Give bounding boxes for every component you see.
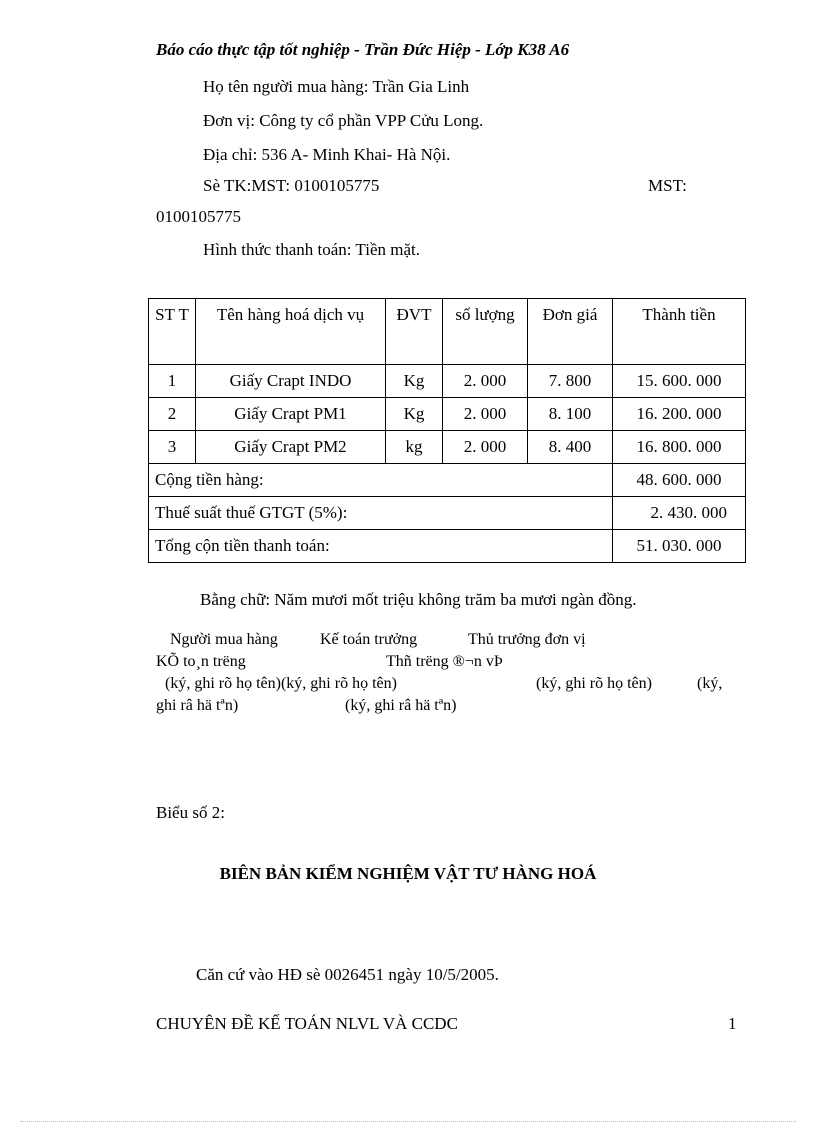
appendix-label: Biểu số 2:	[156, 803, 225, 822]
amount-in-words: Bằng chữ: Năm mươi mốt triệu không trăm ba mươi ngàn đồng.	[200, 590, 637, 609]
table-header-row	[149, 299, 746, 365]
cell-unit-price: 8. 400	[528, 431, 613, 464]
table-row	[149, 398, 746, 431]
cell-stt: 1	[149, 365, 196, 398]
sign-note-a: (ký, ghi rõ họ tên)(ký, ghi rõ họ tên)	[165, 675, 397, 692]
signature-head-garbled: Thñ trëng ®¬n vÞ	[386, 653, 503, 670]
page-header: Báo cáo thực tập tốt nghiệp - Trần Đức Hiệp - Lớp K38 A6	[156, 40, 570, 59]
cell-amount: 16. 800. 000	[613, 431, 746, 464]
vat-row	[149, 497, 746, 530]
cell-item-name: Giấy Crapt PM2	[196, 431, 386, 464]
signature-accountant: Kế toán trưởng	[320, 631, 418, 648]
footer-title: CHUYÊN ĐỀ KẾ TOÁN NLVL VÀ CCDC	[156, 1014, 458, 1033]
total-label: Tổng cộn tiền thanh toán:	[149, 530, 613, 563]
buyer-unit: Đơn vị: Công ty cổ phần VPP Cửu Long.	[203, 111, 484, 130]
basis-line: Căn cứ vào HĐ sè 0026451 ngày 10/5/2005.	[196, 965, 499, 984]
table-row	[149, 431, 746, 464]
cell-amount: 15. 600. 000	[613, 365, 746, 398]
subtotal-row	[149, 464, 746, 497]
header-amount: Thành tiền	[613, 299, 746, 365]
payment-method: Hình thức thanh toán: Tiền mặt.	[203, 240, 420, 259]
invoice-table	[148, 298, 746, 563]
vat-label: Thuế suất thuế GTGT (5%):	[149, 497, 613, 530]
total-value: 51. 030. 000	[613, 530, 746, 563]
cell-unit: Kg	[386, 398, 443, 431]
cell-stt: 3	[149, 431, 196, 464]
cell-unit: Kg	[386, 365, 443, 398]
cell-quantity: 2. 000	[443, 365, 528, 398]
cell-stt: 2	[149, 398, 196, 431]
sign-note-d: ghi râ hä tªn)	[156, 697, 239, 714]
header-unit: ĐVT	[386, 299, 443, 365]
buyer-name: Họ tên người mua hàng: Trần Gia Linh	[203, 77, 470, 96]
cell-quantity: 2. 000	[443, 398, 528, 431]
vat-value: 2. 430. 000	[613, 497, 746, 530]
subtotal-label: Cộng tiền hàng:	[149, 464, 613, 497]
cell-quantity: 2. 000	[443, 431, 528, 464]
buyer-address: Địa chỉ: 536 A- Minh Khai- Hà Nội.	[203, 145, 451, 164]
cell-unit: kg	[386, 431, 443, 464]
page-bottom-divider	[20, 1121, 796, 1122]
total-row	[149, 530, 746, 563]
sign-note-b: (ký, ghi rõ họ tên)	[536, 675, 652, 692]
table-row	[149, 365, 746, 398]
document-title: BIÊN BẢN KIỂM NGHIỆM VẬT TƯ HÀNG HOÁ	[219, 864, 597, 883]
signature-head: Thủ trưởng đơn vị	[468, 631, 586, 648]
cell-item-name: Giấy Crapt PM1	[196, 398, 386, 431]
buyer-account: Sè TK:MST: 0100105775	[203, 176, 380, 195]
sign-note-e: (ký, ghi râ hä tªn)	[345, 697, 457, 714]
signature-accountant-garbled: KÕ to¸n trëng	[156, 653, 246, 670]
header-item-name: Tên hàng hoá dịch vụ	[196, 299, 386, 365]
mst-value: 0100105775	[156, 207, 241, 226]
header-unit-price: Đơn giá	[528, 299, 613, 365]
cell-unit-price: 8. 100	[528, 398, 613, 431]
cell-unit-price: 7. 800	[528, 365, 613, 398]
subtotal-value: 48. 600. 000	[613, 464, 746, 497]
header-quantity: số lượng	[443, 299, 528, 365]
signature-buyer: Người mua hàng	[170, 631, 278, 648]
header-stt: ST T	[149, 299, 196, 365]
page-number: 1	[728, 1014, 737, 1033]
mst-label: MST:	[648, 176, 687, 195]
sign-note-c: (ký,	[697, 675, 723, 692]
cell-item-name: Giấy Crapt INDO	[196, 365, 386, 398]
cell-amount: 16. 200. 000	[613, 398, 746, 431]
